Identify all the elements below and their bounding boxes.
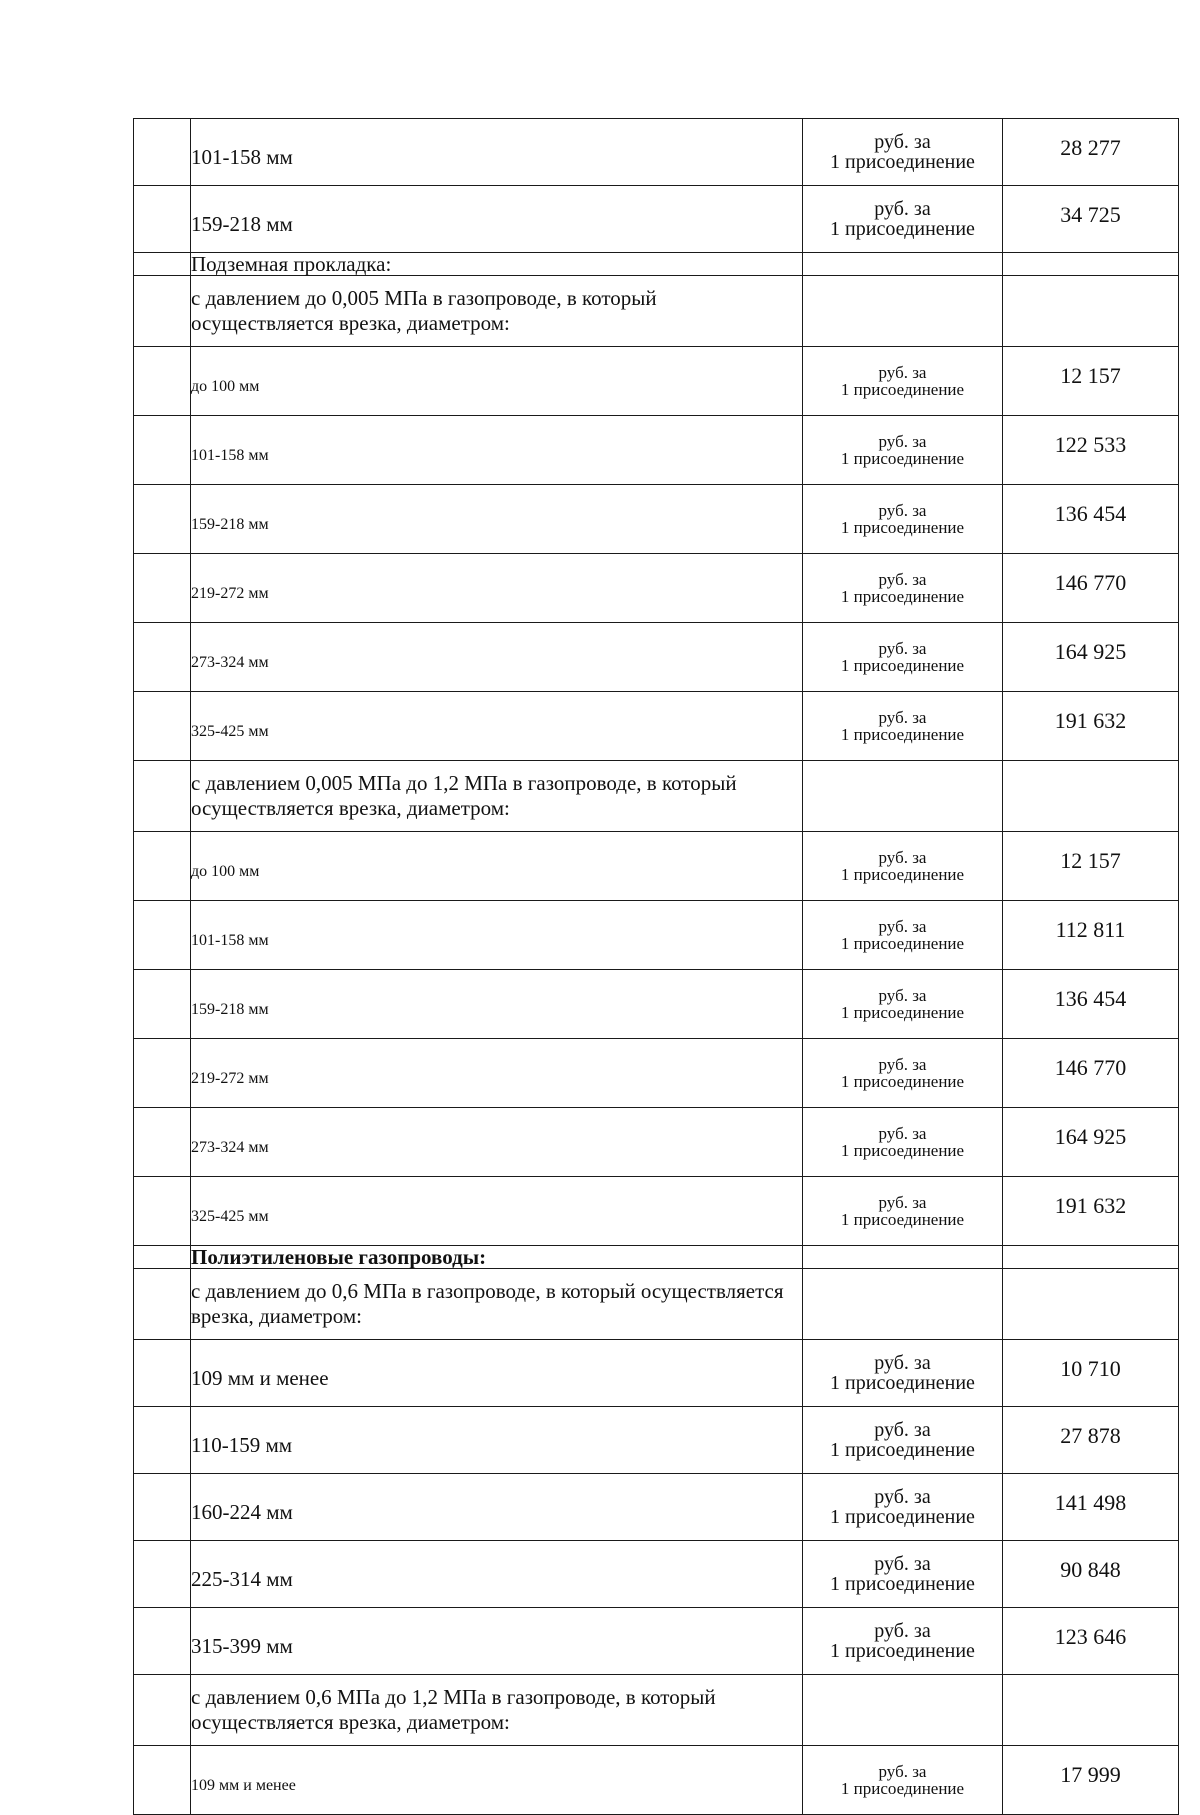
unit-label-line1: руб. за	[878, 708, 927, 727]
unit-label-line2: 1 присоединение	[840, 725, 965, 744]
unit-cell	[803, 1608, 1003, 1675]
tariff-row	[134, 692, 1179, 761]
unit-label-line1: руб. за	[878, 917, 927, 936]
unit-cell	[803, 832, 1003, 901]
tariff-row	[134, 1340, 1179, 1407]
unit-label-line1: руб. за	[878, 501, 927, 520]
tariff-row	[134, 416, 1179, 485]
subsection-row	[134, 1675, 1179, 1746]
diameter-label: 159-218 мм	[191, 485, 803, 554]
price-value: 164 925	[1003, 623, 1179, 692]
unit-label-line1: руб. за	[874, 1486, 931, 1508]
tariff-table-body	[134, 119, 1179, 1815]
empty-price-cell	[1003, 276, 1179, 347]
unit-label-line1: руб. за	[874, 198, 931, 220]
diameter-label: 219-272 мм	[191, 1039, 803, 1108]
diameter-label: 225-314 мм	[191, 1541, 803, 1608]
unit-cell	[803, 1746, 1003, 1815]
section-heading: Подземная прокладка:	[191, 253, 803, 276]
diameter-label: 159-218 мм	[191, 970, 803, 1039]
unit-label-line1: руб. за	[878, 1193, 927, 1212]
row-number-cell	[134, 1039, 191, 1108]
tariff-row	[134, 485, 1179, 554]
row-number-cell	[134, 1407, 191, 1474]
unit-label-line1: руб. за	[874, 1419, 931, 1441]
diameter-label: до 100 мм	[191, 832, 803, 901]
tariff-row	[134, 554, 1179, 623]
price-value: 164 925	[1003, 1108, 1179, 1177]
unit-cell	[803, 761, 1003, 832]
unit-cell	[803, 1177, 1003, 1246]
unit-cell	[803, 1474, 1003, 1541]
price-value: 34 725	[1003, 186, 1179, 253]
unit-cell	[803, 692, 1003, 761]
empty-price-cell	[1003, 1269, 1179, 1340]
diameter-label: 109 мм и менее	[191, 1340, 803, 1407]
subsection-row	[134, 1269, 1179, 1340]
unit-label-line2: 1 присоединение	[840, 1141, 965, 1160]
diameter-label: 219-272 мм	[191, 554, 803, 623]
row-number-cell	[134, 1269, 191, 1340]
price-value: 136 454	[1003, 485, 1179, 554]
unit-label-line2: 1 присоединение	[830, 151, 975, 173]
price-value: 28 277	[1003, 119, 1179, 186]
unit-label-line2: 1 присоединение	[840, 1003, 965, 1022]
tariff-row	[134, 1407, 1179, 1474]
unit-label-line1: руб. за	[878, 1055, 927, 1074]
unit-label-line1: руб. за	[878, 1124, 927, 1143]
diameter-label: 110-159 мм	[191, 1407, 803, 1474]
unit-label-line2: 1 присоединение	[830, 218, 975, 240]
price-value: 146 770	[1003, 1039, 1179, 1108]
price-value: 12 157	[1003, 347, 1179, 416]
tariff-row	[134, 1108, 1179, 1177]
unit-cell	[803, 347, 1003, 416]
unit-label-line1: руб. за	[878, 432, 927, 451]
unit-label-line1: руб. за	[878, 986, 927, 1005]
unit-label-line2: 1 присоединение	[840, 1072, 965, 1091]
tariff-row	[134, 1039, 1179, 1108]
tariff-row	[134, 1746, 1179, 1815]
row-number-cell	[134, 832, 191, 901]
price-value: 191 632	[1003, 1177, 1179, 1246]
tariff-row	[134, 119, 1179, 186]
row-number-cell	[134, 1608, 191, 1675]
tariff-row	[134, 1541, 1179, 1608]
unit-cell	[803, 186, 1003, 253]
row-number-cell	[134, 485, 191, 554]
row-number-cell	[134, 901, 191, 970]
row-number-cell	[134, 1246, 191, 1269]
tariff-row	[134, 1608, 1179, 1675]
row-number-cell	[134, 186, 191, 253]
price-value: 123 646	[1003, 1608, 1179, 1675]
price-value: 191 632	[1003, 692, 1179, 761]
row-number-cell	[134, 970, 191, 1039]
unit-cell	[803, 1108, 1003, 1177]
unit-cell	[803, 901, 1003, 970]
unit-label-line1: руб. за	[874, 1352, 931, 1374]
unit-label-line1: руб. за	[874, 131, 931, 153]
tariff-row	[134, 901, 1179, 970]
unit-label-line1: руб. за	[878, 639, 927, 658]
unit-label-line2: 1 присоединение	[840, 449, 965, 468]
empty-price-cell	[1003, 1675, 1179, 1746]
pressure-category-label: с давлением до 0,6 МПа в газопроводе, в который осуществляется врезка, диаметром:	[191, 1269, 803, 1340]
diameter-label: 273-324 мм	[191, 623, 803, 692]
unit-label-line1: руб. за	[874, 1553, 931, 1575]
unit-label-line2: 1 присоединение	[840, 934, 965, 953]
subsection-row	[134, 276, 1179, 347]
unit-cell	[803, 1541, 1003, 1608]
row-number-cell	[134, 1108, 191, 1177]
unit-label-line2: 1 присоединение	[830, 1573, 975, 1595]
row-number-cell	[134, 253, 191, 276]
subsection-row	[134, 761, 1179, 832]
row-number-cell	[134, 692, 191, 761]
price-value: 112 811	[1003, 901, 1179, 970]
unit-label-line2: 1 присоединение	[840, 1210, 965, 1229]
unit-cell	[803, 119, 1003, 186]
pressure-category-label: с давлением 0,005 МПа до 1,2 МПа в газопроводе, в который осуществляется врезка, диаметром:	[191, 761, 803, 832]
unit-cell	[803, 1407, 1003, 1474]
unit-label-line2: 1 присоединение	[840, 518, 965, 537]
row-number-cell	[134, 1675, 191, 1746]
row-number-cell	[134, 276, 191, 347]
tariff-table	[133, 118, 1179, 1815]
diameter-label: 325-425 мм	[191, 1177, 803, 1246]
row-number-cell	[134, 761, 191, 832]
diameter-label: 273-324 мм	[191, 1108, 803, 1177]
unit-cell	[803, 253, 1003, 276]
row-number-cell	[134, 623, 191, 692]
unit-label-line1: руб. за	[878, 363, 927, 382]
price-value: 10 710	[1003, 1340, 1179, 1407]
unit-label-line2: 1 присоединение	[840, 1779, 965, 1798]
row-number-cell	[134, 1746, 191, 1815]
price-value: 17 999	[1003, 1746, 1179, 1815]
tariff-row	[134, 623, 1179, 692]
unit-label-line1: руб. за	[878, 570, 927, 589]
diameter-label: 101-158 мм	[191, 416, 803, 485]
tariff-row	[134, 1474, 1179, 1541]
section-heading-row	[134, 253, 1179, 276]
row-number-cell	[134, 416, 191, 485]
unit-label-line2: 1 присоединение	[830, 1640, 975, 1662]
empty-price-cell	[1003, 1246, 1179, 1269]
unit-label-line2: 1 присоединение	[830, 1372, 975, 1394]
row-number-cell	[134, 1474, 191, 1541]
price-value: 122 533	[1003, 416, 1179, 485]
row-number-cell	[134, 1340, 191, 1407]
tariff-row	[134, 347, 1179, 416]
price-value: 27 878	[1003, 1407, 1179, 1474]
unit-label-line2: 1 присоединение	[840, 656, 965, 675]
row-number-cell	[134, 119, 191, 186]
price-value: 136 454	[1003, 970, 1179, 1039]
unit-cell	[803, 1340, 1003, 1407]
unit-cell	[803, 623, 1003, 692]
section-heading-row	[134, 1246, 1179, 1269]
unit-cell	[803, 1039, 1003, 1108]
diameter-label: до 100 мм	[191, 347, 803, 416]
row-number-cell	[134, 554, 191, 623]
unit-cell	[803, 554, 1003, 623]
empty-price-cell	[1003, 253, 1179, 276]
pressure-category-label: с давлением до 0,005 МПа в газопроводе, в который осуществляется врезка, диаметром:	[191, 276, 803, 347]
unit-cell	[803, 416, 1003, 485]
section-heading: Полиэтиленовые газопроводы:	[191, 1246, 803, 1269]
price-value: 90 848	[1003, 1541, 1179, 1608]
row-number-cell	[134, 1177, 191, 1246]
diameter-label: 109 мм и менее	[191, 1746, 803, 1815]
unit-label-line2: 1 присоединение	[830, 1439, 975, 1461]
diameter-label: 159-218 мм	[191, 186, 803, 253]
price-value: 146 770	[1003, 554, 1179, 623]
row-number-cell	[134, 347, 191, 416]
unit-label-line1: руб. за	[874, 1620, 931, 1642]
unit-label-line2: 1 присоединение	[840, 587, 965, 606]
tariff-row	[134, 186, 1179, 253]
price-value: 141 498	[1003, 1474, 1179, 1541]
diameter-label: 101-158 мм	[191, 119, 803, 186]
tariff-row	[134, 832, 1179, 901]
empty-price-cell	[1003, 761, 1179, 832]
unit-cell	[803, 1675, 1003, 1746]
unit-label-line2: 1 присоединение	[830, 1506, 975, 1528]
unit-cell	[803, 1246, 1003, 1269]
unit-label-line2: 1 присоединение	[840, 380, 965, 399]
unit-cell	[803, 276, 1003, 347]
unit-cell	[803, 1269, 1003, 1340]
price-value: 12 157	[1003, 832, 1179, 901]
diameter-label: 101-158 мм	[191, 901, 803, 970]
unit-cell	[803, 970, 1003, 1039]
tariff-row	[134, 1177, 1179, 1246]
tariff-row	[134, 970, 1179, 1039]
diameter-label: 315-399 мм	[191, 1608, 803, 1675]
unit-cell	[803, 485, 1003, 554]
pressure-category-label: с давлением 0,6 МПа до 1,2 МПа в газопроводе, в который осуществляется врезка, диаметром:	[191, 1675, 803, 1746]
unit-label-line2: 1 присоединение	[840, 865, 965, 884]
diameter-label: 325-425 мм	[191, 692, 803, 761]
unit-label-line1: руб. за	[878, 848, 927, 867]
row-number-cell	[134, 1541, 191, 1608]
diameter-label: 160-224 мм	[191, 1474, 803, 1541]
unit-label-line1: руб. за	[878, 1762, 927, 1781]
